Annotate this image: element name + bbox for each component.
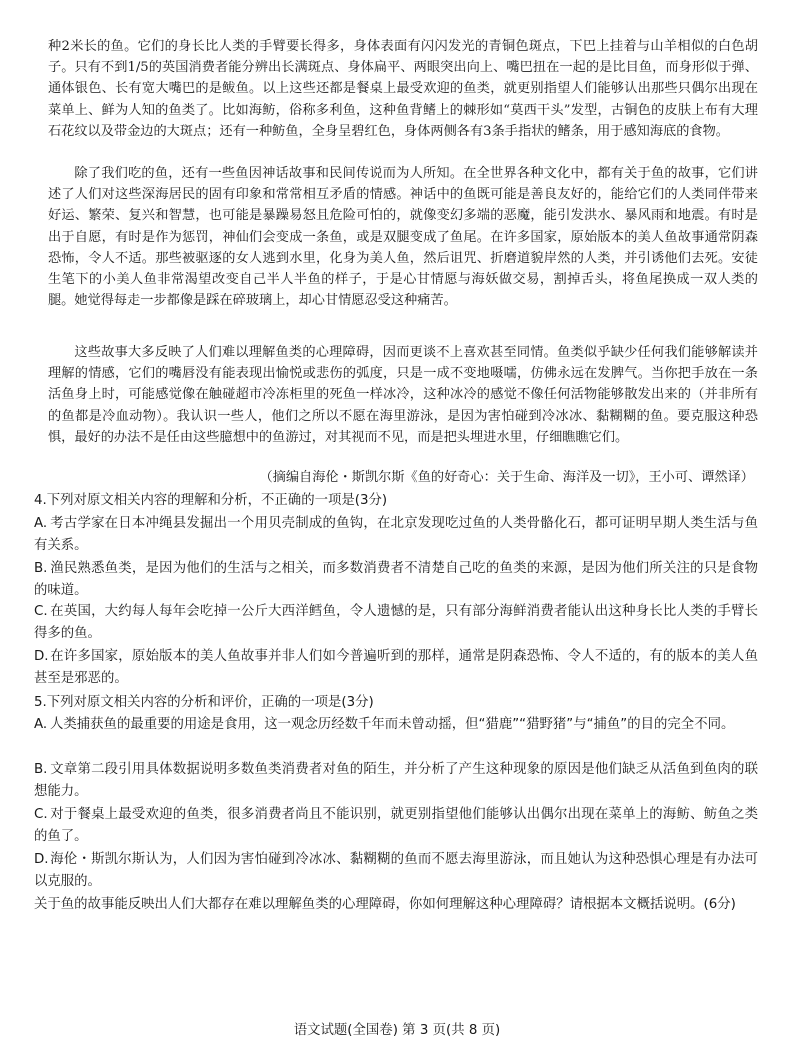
option-text: 在英国，大约每人每年会吃掉一公斤大西洋鳕鱼，令人遗憾的是，只有部分海鲜消费者能认出这种身长比人类的手臂长得多的鱼。 bbox=[34, 604, 758, 642]
question-5-option-b bbox=[34, 759, 758, 804]
option-label: B. bbox=[34, 762, 48, 777]
option-label: D. bbox=[34, 649, 49, 664]
question-4-option-c bbox=[34, 601, 758, 646]
option-text: 对于餐桌上最受欢迎的鱼类，很多消费者尚且不能识别，就更别指望他们能够认出偶尔出现在菜单上的海鲂、鲂鱼之类的鱼了。 bbox=[34, 807, 758, 845]
option-text: 海伦・斯凯尔斯认为，人们因为害怕碰到冷冰冰、黏糊糊的鱼而不愿去海里游泳，而且她认为这种恐惧心理是有办法可以克服的。 bbox=[34, 852, 758, 890]
option-label: A. bbox=[34, 516, 48, 531]
passage-paragraph-2: 除了我们吃的鱼，还有一些鱼因神话故事和民间传说而为人所知。在全世界各种文化中，都有关于鱼的故事，它们讲述了人们对这些深海居民的固有印象和常常相互矛盾的情感。神话中的鱼既可能是善良友好的，能给它们的人类同伴带来好运、繁荣、复兴和智慧，也可能是暴躁易怒且危险可怕的，就像变幻多端的恶魔，能引发洪水、暴风雨和地震。有时是出于自愿，有时是作为惩罚，神仙们会变成一条鱼，或是双腿变成了鱼尾。在许多国家，原始版本的美人鱼故事通常阴森恐怖，令人不适。那些被驱逐的女人逃到水里，化身为美人鱼，然后诅咒、折磨道貌岸然的人类，并引诱他们去死。安徒生笔下的小美人鱼非常渴望改变自己半人半鱼的样子，于是心甘情愿与海妖做交易，割掉舌头，将鱼尾换成一双人类的腿。她觉得每走一步都像是踩在碎玻璃上，却心甘情愿忍受这种痛苦。 bbox=[48, 166, 758, 309]
passage-paragraph-1: 种2米长的鱼。它们的身长比人类的手臂要长得多，身体表面有闪闪发光的青铜色斑点，下巴上挂着与山羊相似的白色胡子。只有不到1/5的英国消费者能分辨出长满斑点、身体扁平、两眼突出向上、嘴巴扭在一起的是比目鱼，而身形似于弹、通体银色、长有宽大嘴巴的是鲅鱼。以上这些还都是餐桌上最受欢迎的鱼类，就更别指望人们能够认出那些只偶尔出现在菜单上、鲜为人知的鱼类了。比如海鲂，俗称多利鱼，这种鱼背鳍上的棘形如“莫西干头”发型，古铜色的皮肤上布有大理石花纹以及带金边的大斑点；还有一种鲂鱼，全身呈碧红色，身体两侧各有3条手指状的鳍条，用于感知海底的食物。 bbox=[48, 39, 758, 139]
question-5-option-d bbox=[34, 849, 758, 894]
option-text: 在许多国家，原始版本的美人鱼故事并非人们如今普遍听到的那样，通常是阴森恐怖、令人不适的，有的版本的美人鱼甚至是邪恶的。 bbox=[34, 649, 758, 687]
option-label: D. bbox=[34, 852, 49, 867]
passage-paragraph-3: 这些故事大多反映了人们难以理解鱼类的心理障碍，因而更谈不上喜欢甚至同情。鱼类似乎缺少任何我们能够解读并理解的情感，它们的嘴唇没有能表现出愉悦或悲伤的弧度，只是一成不变地嗫嚅，仿佛永远在发脾气。当你把手放在一条活鱼身上时，可能感觉像在触碰超市冷冻柜里的死鱼一样冰冷，这种冰冷的感觉不像任何活物能够散发出来的（并非所有的鱼都是冷血动物）。我认识一些人，他们之所以不愿在海里游泳，是因为害怕碰到冷冰冰、黏糊糊的鱼。要克服这种恐惧，最好的办法不是任由这些臆想中的鱼游过，对其视而不见，而是把头埋进水里，仔细瞧瞧它们。 bbox=[48, 345, 758, 445]
option-text: 渔民熟悉鱼类，是因为他们的生活与之相关，而多数消费者不清楚自己吃的鱼类的来源，是因为他们所关注的只是食物的味道。 bbox=[34, 561, 758, 599]
page-footer: 语文试题(全国卷) 第 3 页(共 8 页) bbox=[293, 1023, 501, 1038]
question-6-stem: 关于鱼的故事能反映出人们大都存在难以理解鱼类的心理障碍，你如何理解这种心理障碍？请根据本文概括说明。(6分) bbox=[34, 897, 736, 912]
option-text: 文章第二段引用具体数据说明多数鱼类消费者对鱼的陌生，并分析了产生这种现象的原因是他们缺乏从活鱼到鱼肉的联想能力。 bbox=[34, 762, 758, 800]
question-4-option-a bbox=[34, 513, 758, 558]
question-5-option-c bbox=[34, 804, 758, 849]
question-5-option-a bbox=[34, 714, 758, 736]
option-label: C. bbox=[34, 807, 48, 822]
option-label: B. bbox=[34, 561, 48, 576]
question-5-stem: 5.下列对原文相关内容的分析和评价，正确的一项是(3分) bbox=[34, 695, 374, 710]
option-text: 考古学家在日本冲绳县发掘出一个用贝壳制成的鱼钩，在北京发现吃过鱼的人类骨骼化石，都可证明早期人类生活与鱼有关系。 bbox=[34, 516, 758, 554]
option-text: 人类捕获鱼的最重要的用途是食用，这一观念历经数千年而未曾动摇，但“猎鹿”“猎野猪”与“捕鱼”的目的完全不同。 bbox=[50, 717, 735, 732]
question-4-option-d bbox=[34, 646, 758, 691]
question-4-stem: 4.下列对原文相关内容的理解和分析，不正确的一项是(3分) bbox=[34, 493, 388, 508]
question-4-option-b bbox=[34, 558, 758, 603]
passage-source: （摘编自海伦・斯凯尔斯《鱼的好奇心：关于生命、海洋及一切》，王小可、谭然译） bbox=[259, 470, 754, 485]
option-label: A. bbox=[34, 717, 48, 732]
option-label: C. bbox=[34, 604, 48, 619]
